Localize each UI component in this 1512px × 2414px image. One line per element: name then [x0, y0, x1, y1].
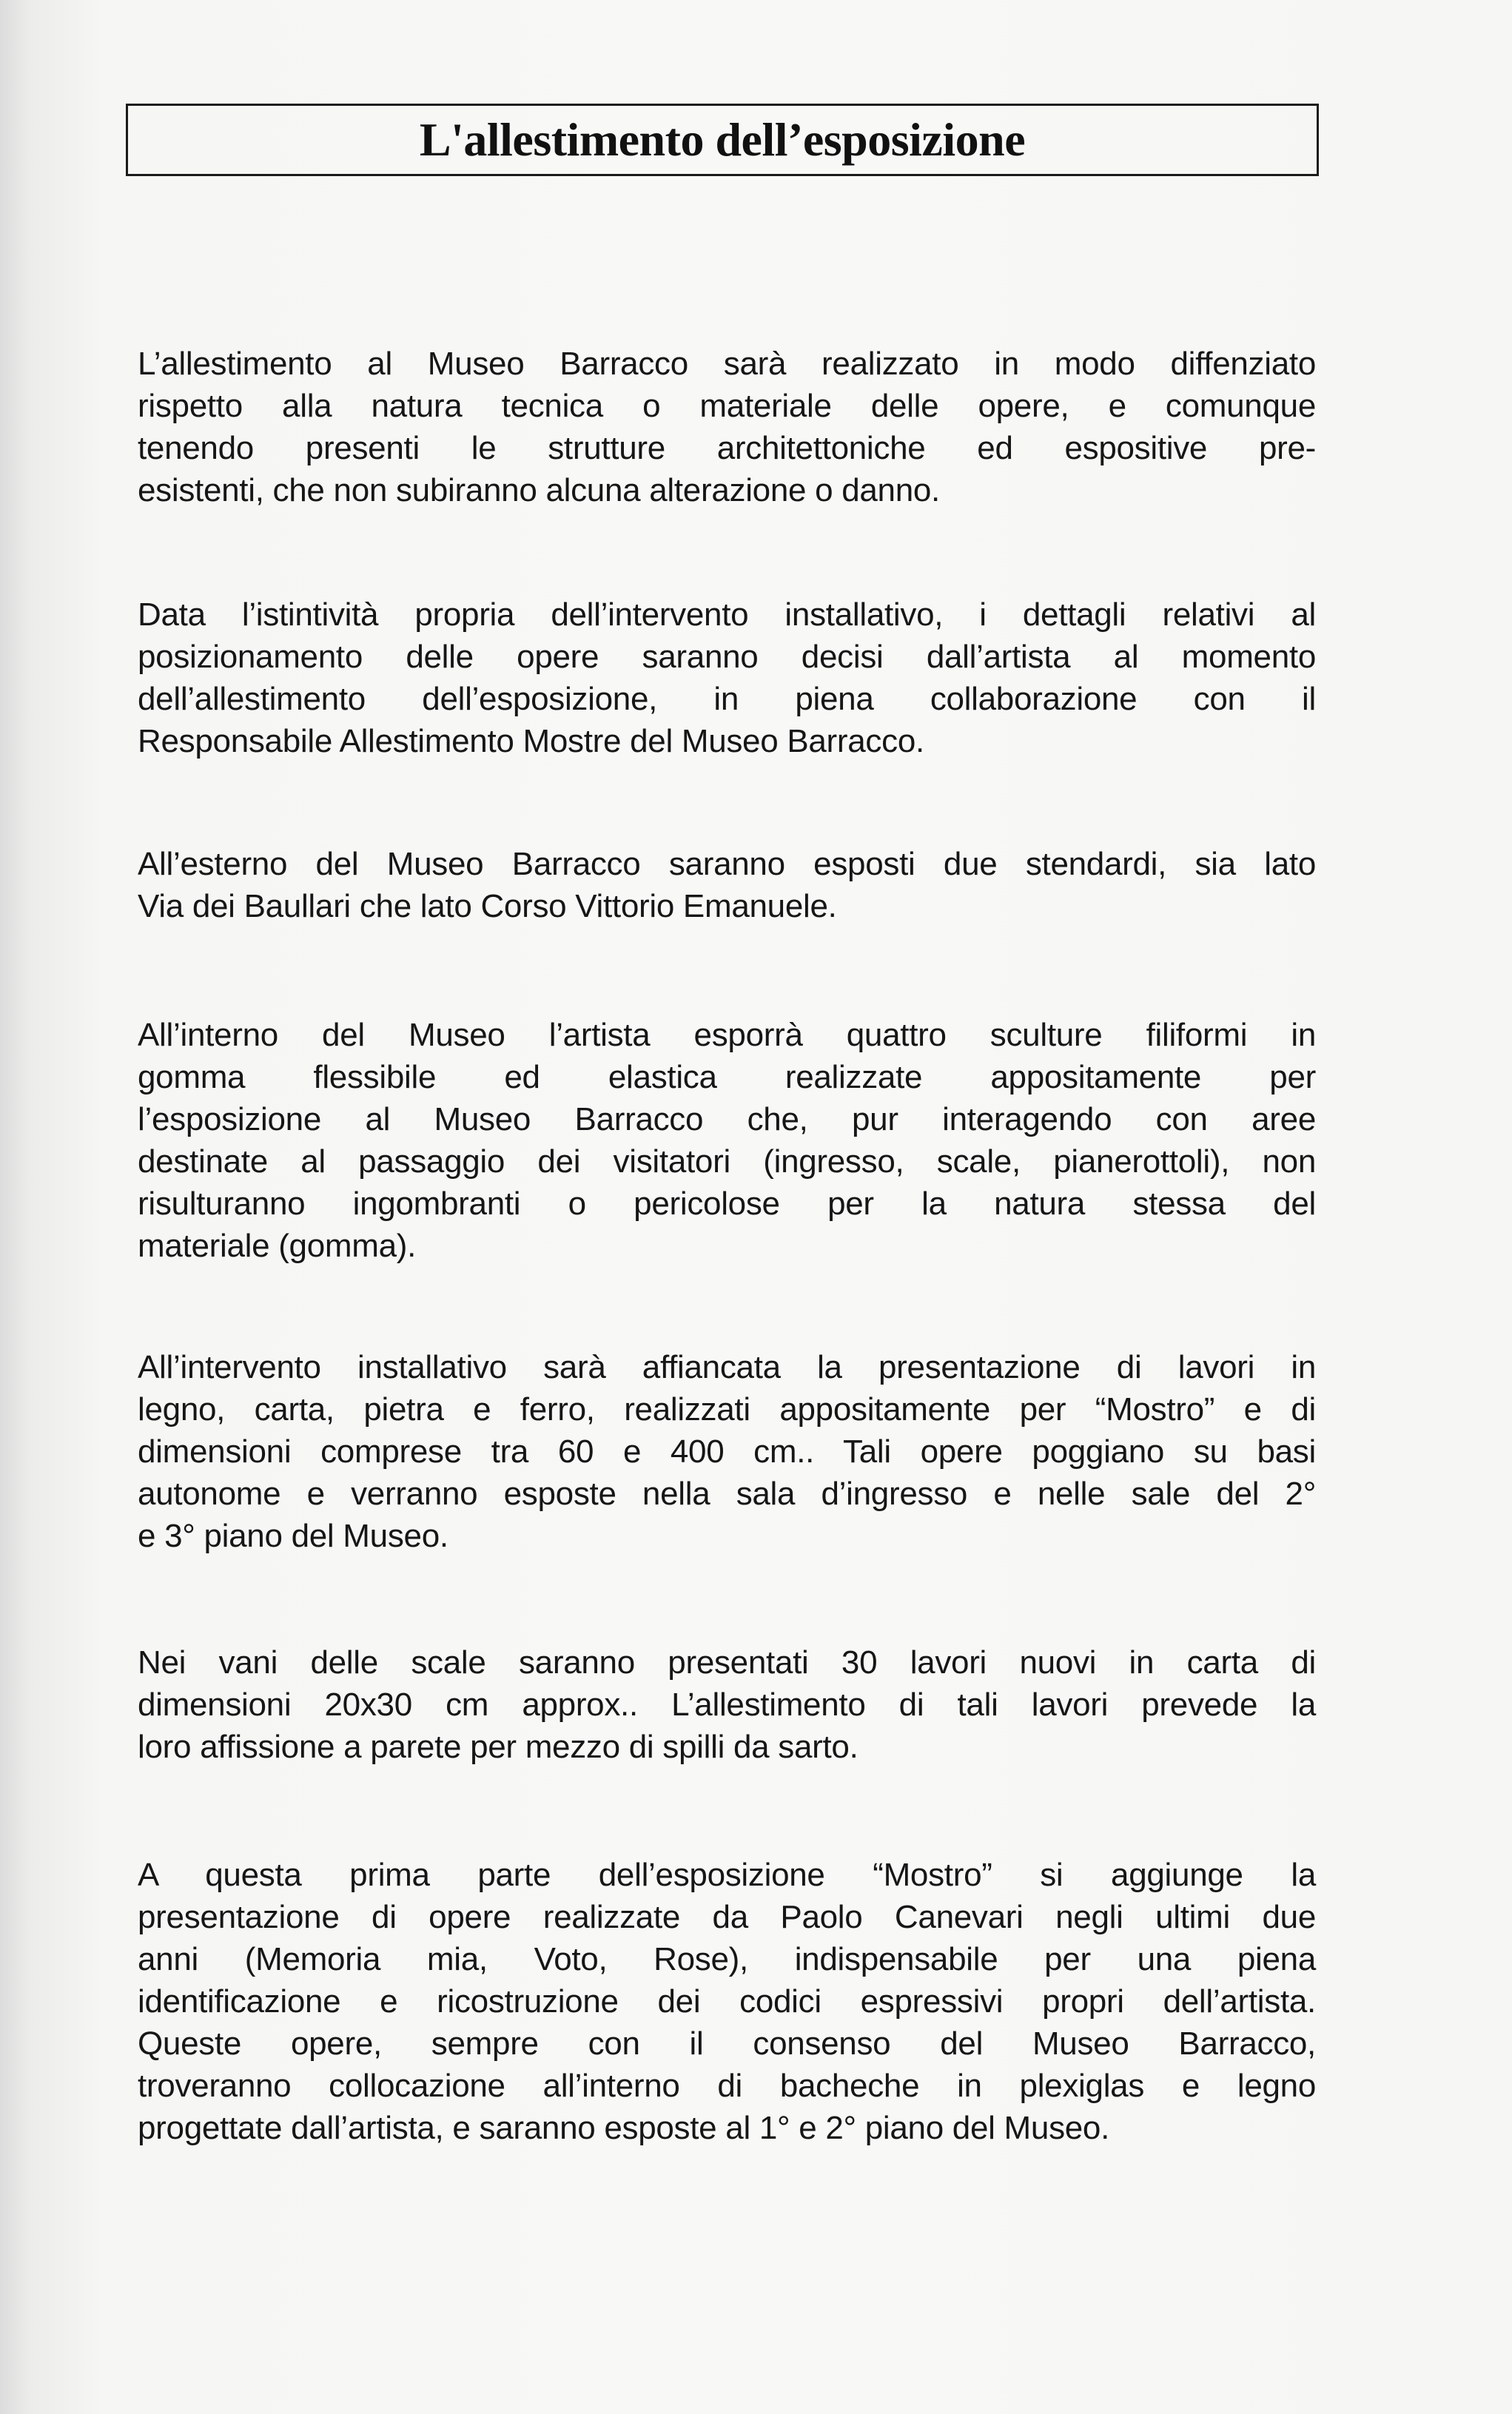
text-line: posizionamento delle opere saranno decisi dall’artista al momento — [138, 639, 1316, 675]
text-line: Responsabile Allestimento Mostre del Museo Barracco. — [138, 723, 924, 759]
text-line: rispetto alla natura tecnica o materiale delle opere, e comunque — [138, 388, 1316, 424]
text-line: All’intervento installativo sarà affiancata la presentazione di lavori in — [138, 1349, 1316, 1385]
text-line: All’interno del Museo l’artista esporrà quattro sculture filiformi in — [138, 1017, 1316, 1053]
text-line: Via dei Baullari che lato Corso Vittorio Emanuele. — [138, 888, 837, 924]
title-box — [126, 104, 1319, 176]
text-line: anni (Memoria mia, Voto, Rose), indispensabile per una piena — [138, 1941, 1316, 1977]
text-line: tenendo presenti le strutture architettoniche ed espositive pre- — [138, 430, 1316, 466]
text-line: materiale (gomma). — [138, 1228, 417, 1264]
text-line: risulturanno ingombranti o pericolose per la natura stessa del — [138, 1186, 1316, 1222]
text-line: presentazione di opere realizzate da Paolo Canevari negli ultimi due — [138, 1899, 1316, 1935]
text-line: gomma flessibile ed elastica realizzate appositamente per — [138, 1059, 1316, 1095]
paragraph — [138, 843, 1316, 927]
text-line: Data l’istintività propria dell’intervento installativo, i dettagli relativi al — [138, 596, 1316, 633]
text-line: l’esposizione al Museo Barracco che, pur interagendo con aree — [138, 1101, 1316, 1137]
text-line: A questa prima parte dell’esposizione “Mostro” si aggiunge la — [138, 1857, 1316, 1893]
paragraph — [138, 594, 1316, 762]
text-line: Queste opere, sempre con il consenso del Museo Barracco, — [138, 2025, 1316, 2062]
text-line: All’esterno del Museo Barracco saranno esposti due stendardi, sia lato — [138, 846, 1316, 882]
paragraph — [138, 1641, 1316, 1768]
text-line: destinate al passaggio dei visitatori (ingresso, scale, pianerottoli), non — [138, 1143, 1316, 1180]
text-line: identificazione e ricostruzione dei codici espressivi propri dell’artista. — [138, 1983, 1316, 2020]
text-line: L’allestimento al Museo Barracco sarà realizzato in modo diffenziato — [138, 346, 1316, 382]
page-title: L'allestimento dell’esposizione — [419, 113, 1026, 166]
text-line: esistenti, che non subiranno alcuna alterazione o danno. — [138, 472, 940, 508]
text-line: dell’allestimento dell’esposizione, in piena collaborazione con il — [138, 681, 1316, 717]
text-line: loro affissione a parete per mezzo di spilli da sarto. — [138, 1729, 859, 1765]
text-line: dimensioni comprese tra 60 e 400 cm.. Tali opere poggiano su basi — [138, 1433, 1316, 1470]
text-line: dimensioni 20x30 cm approx.. L’allestimento di tali lavori prevede la — [138, 1687, 1316, 1723]
text-line: legno, carta, pietra e ferro, realizzati appositamente per “Mostro” e di — [138, 1391, 1316, 1428]
text-line: autonome e verranno esposte nella sala d’ingresso e nelle sale del 2° — [138, 1476, 1316, 1512]
paragraph — [138, 343, 1316, 511]
paragraph — [138, 1854, 1316, 2149]
paragraph — [138, 1346, 1316, 1557]
text-line: Nei vani delle scale saranno presentati 30 lavori nuovi in carta di — [138, 1644, 1316, 1681]
text-line: e 3° piano del Museo. — [138, 1518, 448, 1554]
paragraph — [138, 1014, 1316, 1267]
text-line: progettate dall’artista, e saranno esposte al 1° e 2° piano del Museo. — [138, 2110, 1110, 2146]
text-line: troveranno collocazione all’interno di bacheche in plexiglas e legno — [138, 2068, 1316, 2104]
